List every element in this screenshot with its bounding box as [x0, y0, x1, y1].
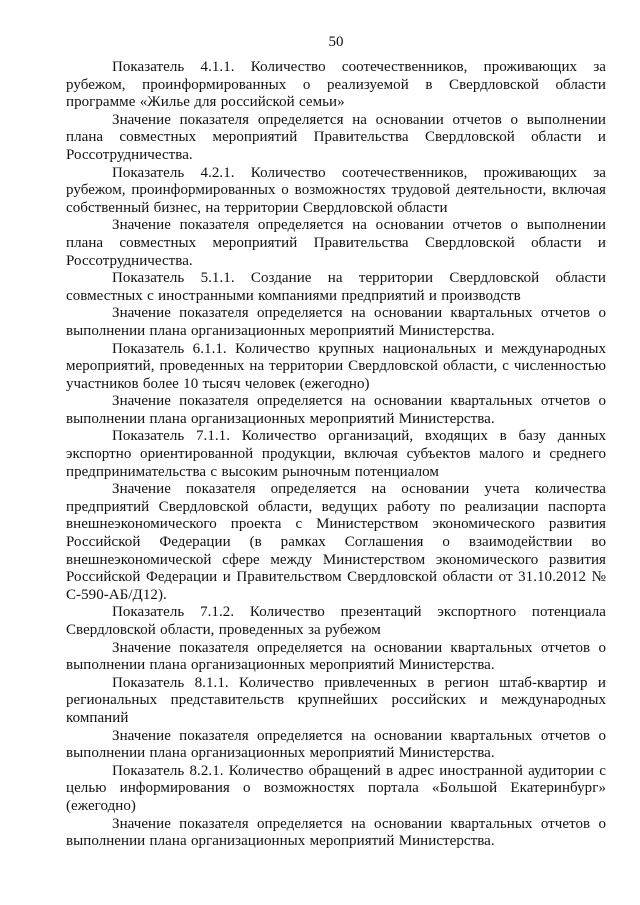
- indicator-5-1-1-title: Показатель 5.1.1. Создание на территории Свердловской области совместных с иностранными компаниями предприятий и производств: [66, 270, 606, 304]
- indicator-6-1-1-title: Показатель 6.1.1. Количество крупных национальных и международных мероприятий, проведенных на территории Свердловской области, с численностью участников более 10 тысяч человек (ежегодно): [66, 340, 606, 392]
- indicator-4-1-1-title: Показатель 4.1.1. Количество соотечественников, проживающих за рубежом, проинформированных о реализуемой в Свердловской области программе «Жилье для российской семьи»: [66, 59, 606, 111]
- indicator-8-1-1-description: Значение показателя определяется на основании квартальных отчетов о выполнении плана организационных мероприятий Министерства.: [66, 727, 606, 762]
- indicator-4-1-1-description: Значение показателя определяется на основании отчетов о выполнении плана совместных мероприятий Правительства Свердловской области и Россотрудничества.: [66, 111, 606, 163]
- indicator-6-1-1-description: Значение показателя определяется на основании квартальных отчетов о выполнении плана организационных мероприятий Министерства.: [66, 393, 606, 427]
- indicator-8-2-1-description: Значение показателя определяется на основании квартальных отчетов о выполнении плана организационных мероприятий Министерства.: [66, 815, 606, 850]
- indicator-7-1-2-description: Значение показателя определяется на основании квартальных отчетов о выполнении плана организационных мероприятий Министерства.: [66, 639, 606, 674]
- indicator-4-2-1-description: Значение показателя определяется на основании отчетов о выполнении плана совместных мероприятий Правительства Свердловской области и Россотрудничества.: [66, 217, 606, 269]
- indicator-8-1-1-title: Показатель 8.1.1. Количество привлеченных в регион штаб-квартир и региональных представительств крупнейших российских и международных компаний: [66, 674, 606, 726]
- document-body: [66, 59, 606, 851]
- indicator-7-1-1-description: Значение показателя определяется на основании учета количества предприятий Свердловской области, ведущих работу по реализации паспорта внешнеэкономического проекта с Министерством экономического развития Российской Федерации (в рамках Соглашения о взаимодействии во внешнеэкономической сфере между Министерством экономического развития Российской Федерации и Правительством Свердловской области от 31.10.2012 № С-590-АБ/Д12).: [66, 481, 606, 603]
- indicator-8-2-1-title: Показатель 8.2.1. Количество обращений в адрес иностранной аудитории с целью информирования о возможностях портала «Большой Екатеринбург» (ежегодно): [66, 762, 606, 814]
- page-number: 50: [328, 34, 344, 50]
- indicator-4-2-1-title: Показатель 4.2.1. Количество соотечественников, проживающих за рубежом, проинформированных о возможностях трудовой деятельности, включая собственный бизнес, на территории Свердловской области: [66, 164, 606, 216]
- document-page: [66, 0, 606, 905]
- indicator-7-1-2-title: Показатель 7.1.2. Количество презентаций экспортного потенциала Свердловской области, проведенных за рубежом: [66, 604, 606, 638]
- indicator-7-1-1-title: Показатель 7.1.1. Количество организаций, входящих в базу данных экспортно ориентированной продукции, включая субъектов малого и среднего предпринимательства с высоким рыночным потенциалом: [66, 428, 606, 480]
- indicator-5-1-1-description: Значение показателя определяется на основании квартальных отчетов о выполнении плана организационных мероприятий Министерства.: [66, 305, 606, 339]
